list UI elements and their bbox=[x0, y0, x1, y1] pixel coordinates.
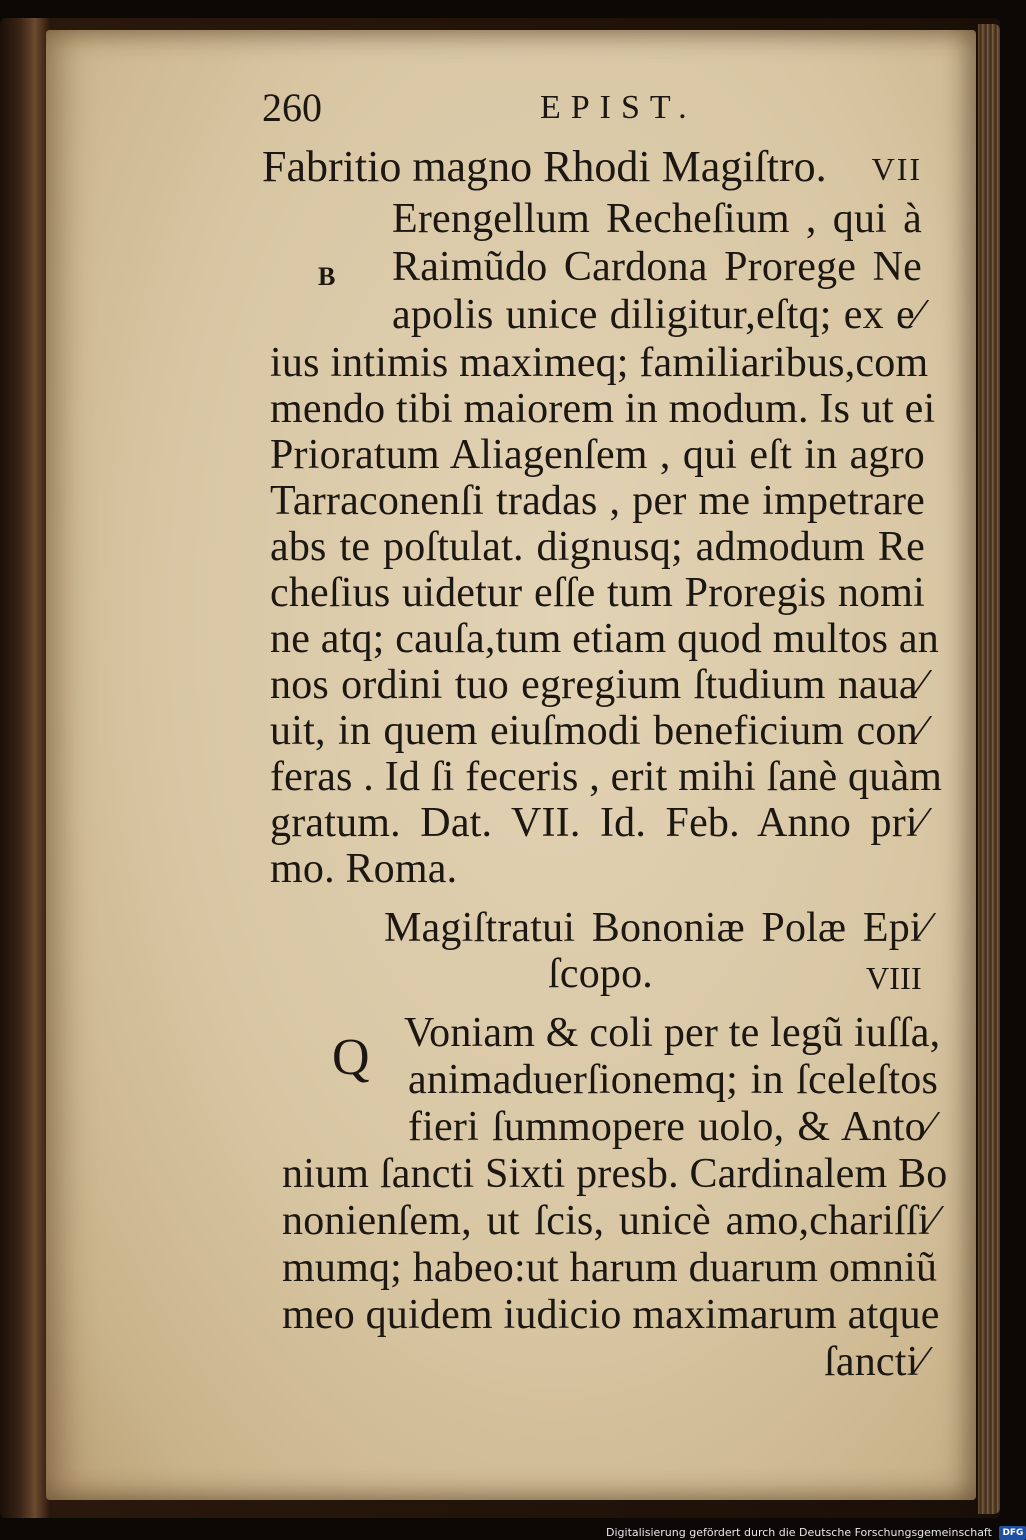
letter-viii-line: nonienſem, ut ſcis, unicè amo,chariſſi⁄ bbox=[282, 1198, 937, 1244]
letter-viii-line: nium ſancti Sixti presb. Cardinalem Bo bbox=[282, 1151, 948, 1197]
letter-vii-line: uit, in quem eiuſmodi beneficium con⁄ bbox=[270, 708, 925, 754]
letter-vii-line: Tarraconenſi tradas , per me impetrare bbox=[270, 478, 925, 524]
letter-vii-line: feras . Id ſi feceris , erit mihi ſanè quàm bbox=[270, 754, 943, 800]
letter-vii-line: cheſius uidetur eſſe tum Proregis nomi bbox=[270, 570, 925, 616]
dfg-logo: DFG bbox=[999, 1526, 1026, 1540]
initial-capital: Q bbox=[332, 1029, 370, 1086]
catchword: ſancti⁄ bbox=[824, 1339, 926, 1385]
letter-vii-title bbox=[262, 143, 922, 191]
letter-vii-line: Erengellum Recheſium , qui à bbox=[392, 196, 922, 242]
letter-viii-line: fieri ſummopere uolo, & Anto⁄ bbox=[408, 1104, 933, 1150]
letter-viii-title: ſcopo. bbox=[548, 951, 654, 997]
letter-viii-line: Voniam & coli per te legũ iuſſa, bbox=[404, 1010, 941, 1056]
letter-vii-line: gratum. Dat. VII. Id. Feb. Anno pri⁄ bbox=[270, 800, 925, 846]
letter-vii-line: ius intimis maximeq; familiaribus,com bbox=[270, 340, 929, 386]
letter-viii-number: VIII bbox=[866, 960, 922, 996]
letter-viii-line: mumq; habeo:ut harum duarum omniũ bbox=[282, 1245, 938, 1291]
margin-note-b: B bbox=[318, 262, 336, 291]
letter-vii-line: abs te poſtulat. dignusq; admodum Re bbox=[270, 524, 925, 570]
letter-vii-line: ne atq; cauſa,tum etiam quod multos an bbox=[270, 616, 939, 662]
letter-vii-line: mo. Roma. bbox=[270, 846, 458, 892]
page-number: 260 bbox=[262, 85, 322, 130]
letter-vii-line: Prioratum Aliagenſem , qui eſt in agro bbox=[270, 432, 925, 478]
digitization-credit bbox=[606, 1526, 1026, 1540]
letter-vii-line: Raimũdo Cardona Prorege Ne bbox=[392, 244, 922, 290]
letter-vii-line: nos ordini tuo egregium ſtudium naua⁄ bbox=[270, 662, 925, 708]
letter-viii-line: meo quidem iudicio maximarum atque bbox=[282, 1292, 940, 1338]
letter-viii-title: Magiſtratui Bononiæ Polæ Epi⁄ bbox=[384, 905, 929, 951]
letter-vii-line: mendo tibi maiorem in modum. Is ut ei bbox=[270, 386, 936, 432]
letter-vii-title-text: Fabritio magno Rhodi Magiſtro. bbox=[262, 142, 827, 191]
letter-vii-number: VII bbox=[871, 151, 922, 187]
running-head: EPIST. bbox=[540, 89, 697, 126]
letter-vii-line: apolis unice diligitur,eſtq; ex e⁄ bbox=[392, 292, 922, 338]
letter-viii-line: animaduerſionemq; in ſceleſtos bbox=[408, 1057, 938, 1103]
credit-text: Digitalisierung gefördert durch die Deutsche Forschungsgemeinschaft bbox=[606, 1526, 992, 1539]
